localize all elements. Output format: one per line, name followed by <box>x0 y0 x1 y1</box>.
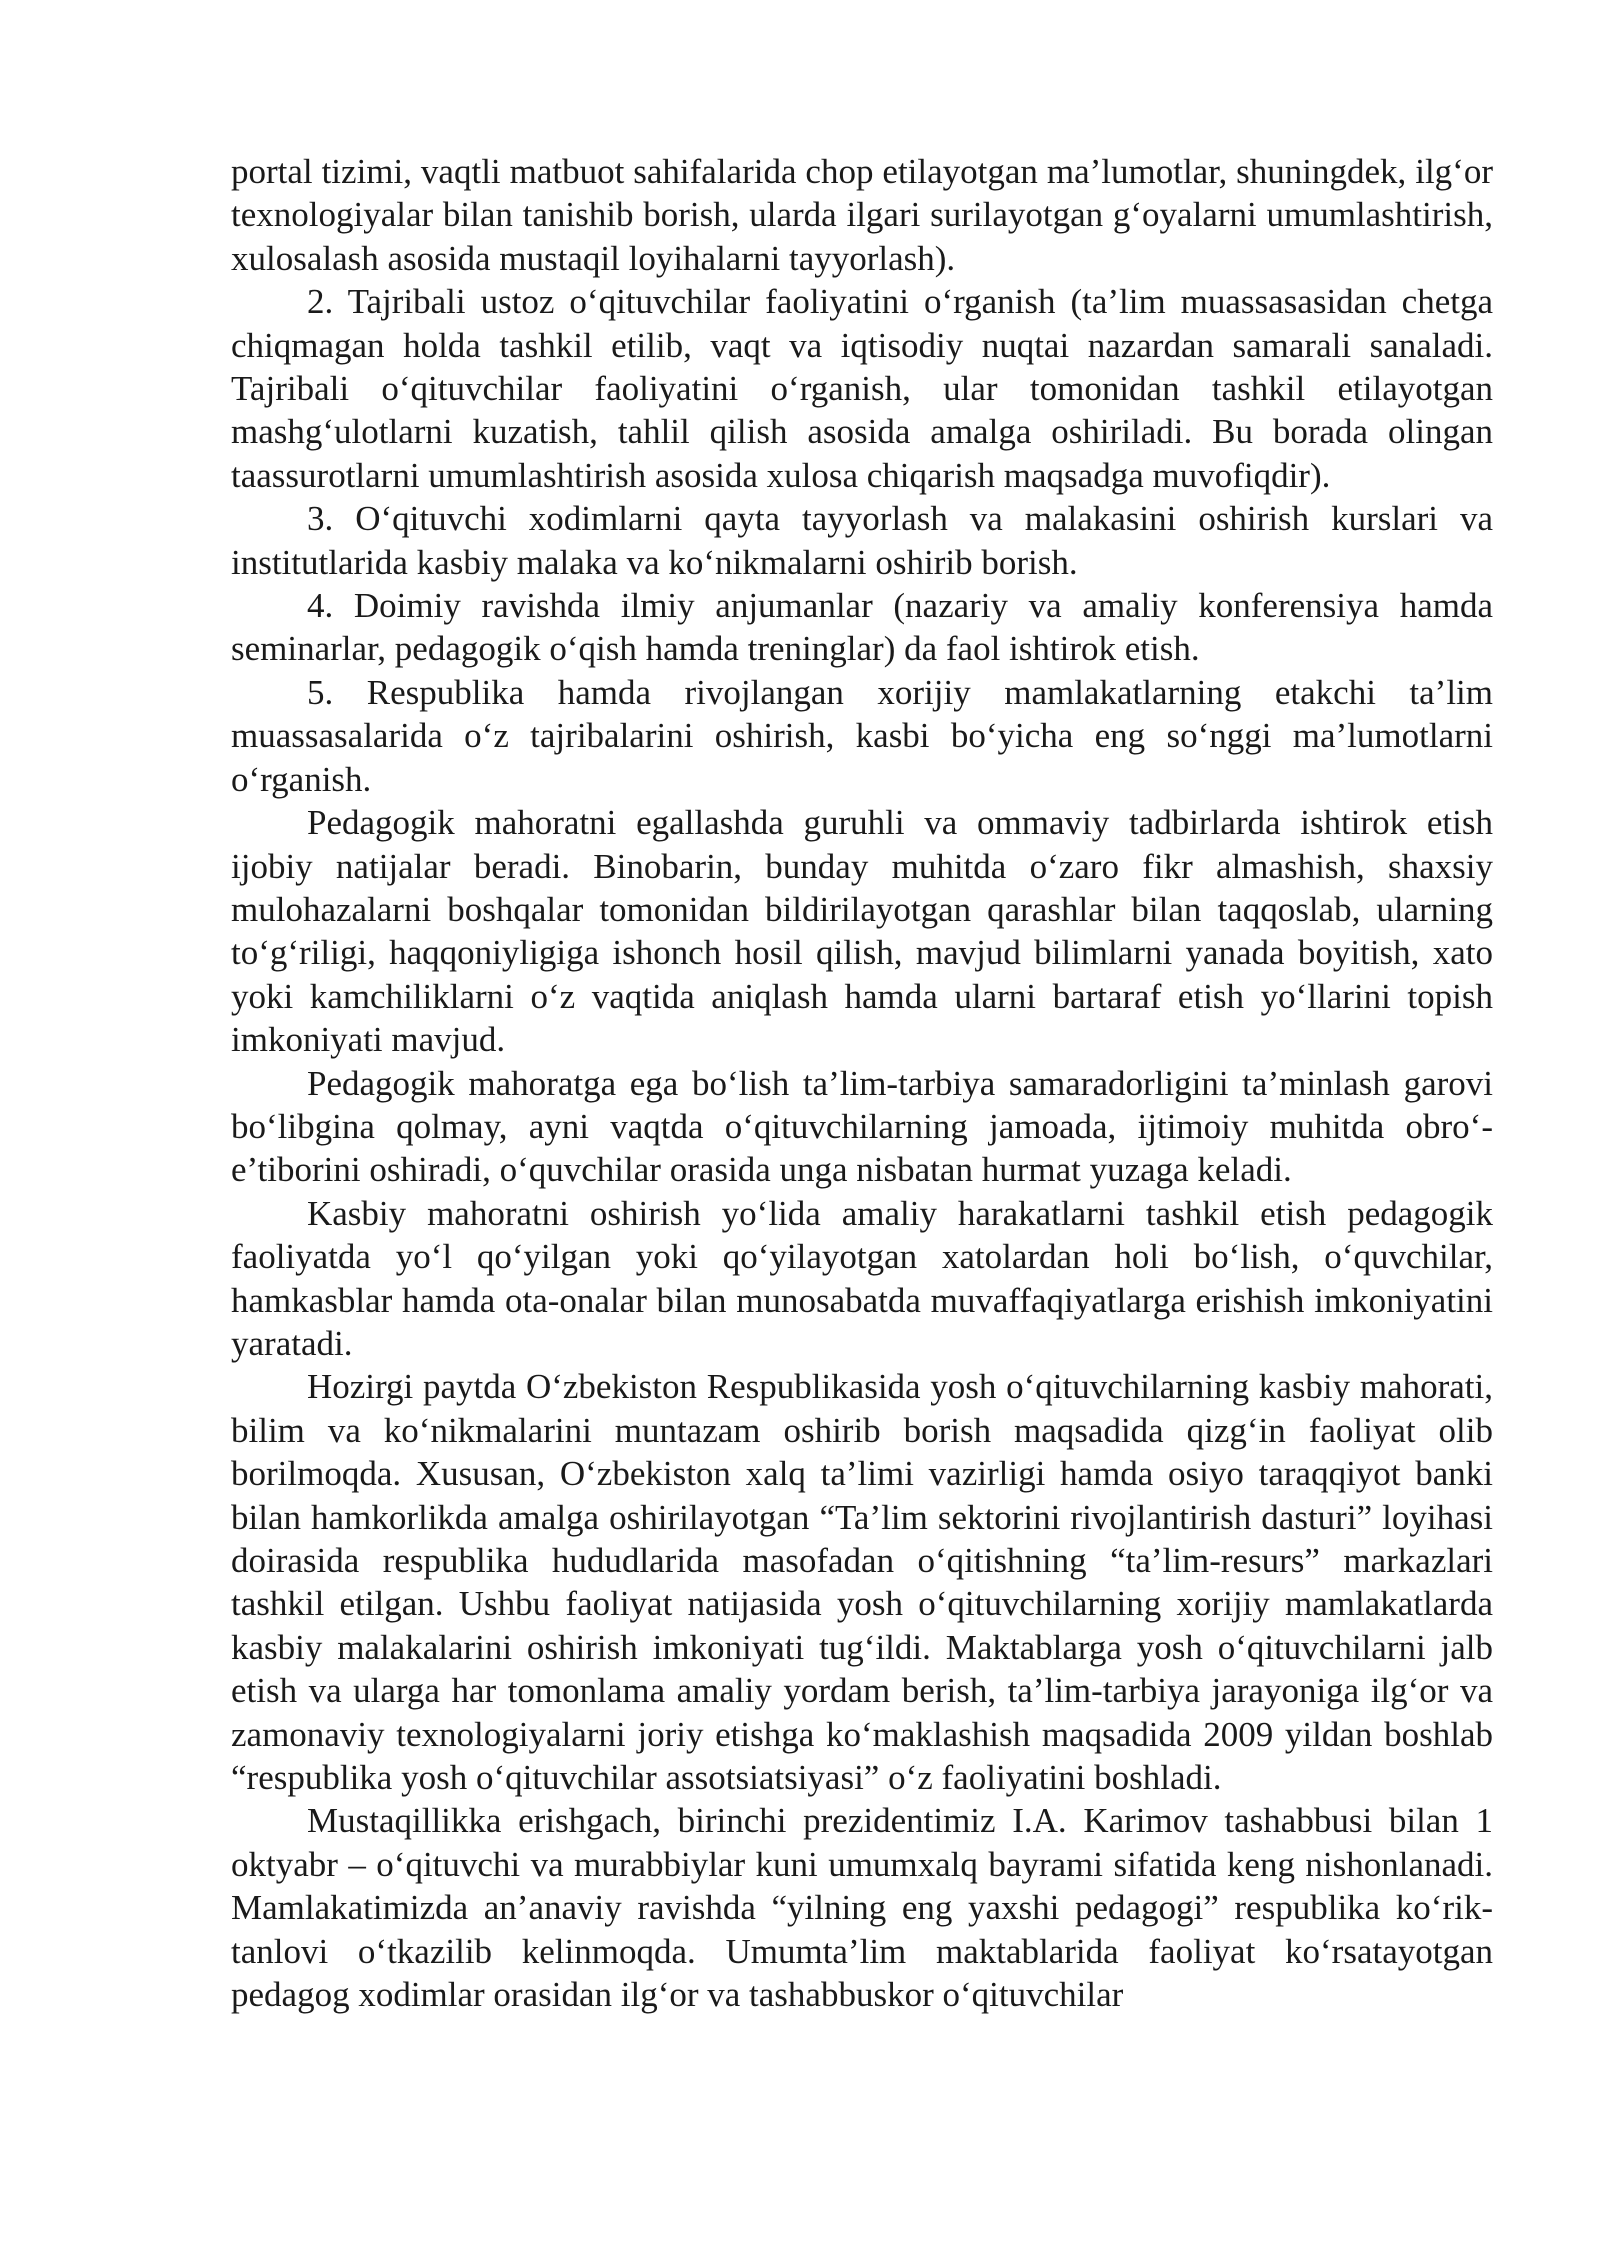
paragraph-1: portal tizimi, vaqtli matbuot sahifalarida chop etilayotgan ma’lumotlar, shuningdek, ilg‘or texnologiyalar bilan tanishib borish, ularda ilgari surilayotgan g‘oyalarni umumlashtirish, xulosalash asosida mustaqil loyihalarni tayyorlash). <box>231 152 1493 278</box>
paragraph-10: Mustaqillikka erishgach, birinchi prezidentimiz I.A. Karimov tashabbusi bilan 1 oktyabr – o‘qituvchi va murabbiylar kuni umumxalq bayrami sifatida keng nishonlanadi. Mamlakatimizda an’anaviy ravishda “yilning eng yaxshi pedagogi” respublika ko‘rik-tanlovi o‘tkazilib kelinmoqda. Umumta’lim maktablarida faoliyat ko‘rsatayotgan pedagog xodimlar orasidan ilg‘or va tashabbuskor o‘qituvchilar <box>231 1801 1493 2015</box>
paragraph-5: 5. Respublika hamda rivojlangan xorijiy mamlakatlarning etakchi ta’lim muassasalarida o‘z tajribalarini oshirish, kasbi bo‘yicha eng so‘nggi ma’lumotlarni o‘rganish. <box>231 672 1493 799</box>
paragraph-2: 2. Tajribali ustoz o‘qituvchilar faoliyatini o‘rganish (ta’lim muassasasidan chetga chiqmagan holda tashkil etilib, vaqt va iqtisodiy nuqtai nazardan samarali sanaladi. Tajribali o‘qituvchilar faoliyatini o‘rganish, ular tomonidan tashkil etilayotgan mashg‘ulotlarni kuzatish, tahlil qilish asosida amalga oshiriladi. Bu borada olingan taassurotlarni umumlashtirish asosida xulosa chiqarish maqsadga muvofiqdir). <box>231 282 1493 495</box>
paragraph-8: Kasbiy mahoratni oshirish yo‘lida amaliy harakatlarni tashkil etish pedagogik faoliyatda yo‘l qo‘yilgan yoki qo‘yilayotgan xatolardan holi bo‘lish, o‘quvchilar, hamkasblar hamda ota-onalar bilan munosabatda muvaffaqiyatlarga erishish imkoniyatini yaratadi. <box>231 1193 1493 1363</box>
paragraph-6: Pedagogik mahoratni egallashda guruhli va ommaviy tadbirlarda ishtirok etish ijobiy natijalar beradi. Binobarin, bunday muhitda o‘zaro fikr almashish, shaxsiy mulohazalarni boshqalar tomonidan bildirilayotgan qarashlar bilan taqqoslab, ularning to‘g‘riligi, haqqoniyligiga ishonch hosil qilish, mavjud bilimlarni yanada boyitish, xato yoki kamchiliklarni o‘z vaqtida aniqlash hamda ularni bartaraf etish yo‘llarini topish imkoniyati mavjud. <box>231 803 1493 1060</box>
document-page <box>231 150 1493 2016</box>
paragraph-9: Hozirgi paytda O‘zbekiston Respublikasida yosh o‘qituvchilarning kasbiy mahorati, bilim va ko‘nikmalarini muntazam oshirib borish maqsadida qizg‘in faoliyat olib borilmoqda. Xususan, O‘zbekiston xalq ta’limi vazirligi hamda osiyo taraqqiyot banki bilan hamkorlikda amalga oshirilayotgan “Ta’lim sektorini rivojlantirish dasturi” loyihasi doirasida respublika hududlarida masofadan o‘qitishning “ta’lim-resurs” markazlari tashkil etilgan. Ushbu faoliyat natijasida yosh o‘qituvchilarning xorijiy mamlakatlarda kasbiy malakalarini oshirish imkoniyati tug‘ildi. Maktablarga yosh o‘qituvchilarni jalb etish va ularga har tomonlama amaliy yordam berish, ta’lim-tarbiya jarayoniga ilg‘or va zamonaviy texnologiyalarni joriy etishga ko‘maklashish maqsadida 2009 yildan boshlab “respublika yosh o‘qituvchilar assotsiatsiyasi” o‘z faoliyatini boshladi. <box>231 1367 1493 1798</box>
paragraph-3: 3. O‘qituvchi xodimlarni qayta tayyorlash va malakasini oshirish kurslari va institutlarida kasbiy malaka va ko‘nikmalarni oshirib borish. <box>231 499 1493 582</box>
paragraph-4: 4. Doimiy ravishda ilmiy anjumanlar (nazariy va amaliy konferensiya hamda seminarlar, pedagogik o‘qish hamda treninglar) da faol ishtirok etish. <box>231 586 1493 669</box>
paragraph-7: Pedagogik mahoratga ega bo‘lish ta’lim-tarbiya samaradorligini ta’minlash garovi bo‘libgina qolmay, ayni vaqtda o‘qituvchilarning jamoada, ijtimoiy muhitda obro‘-e’tiborini oshiradi, o‘quvchilar orasida unga nisbatan hurmat yuzaga keladi. <box>231 1063 1493 1190</box>
